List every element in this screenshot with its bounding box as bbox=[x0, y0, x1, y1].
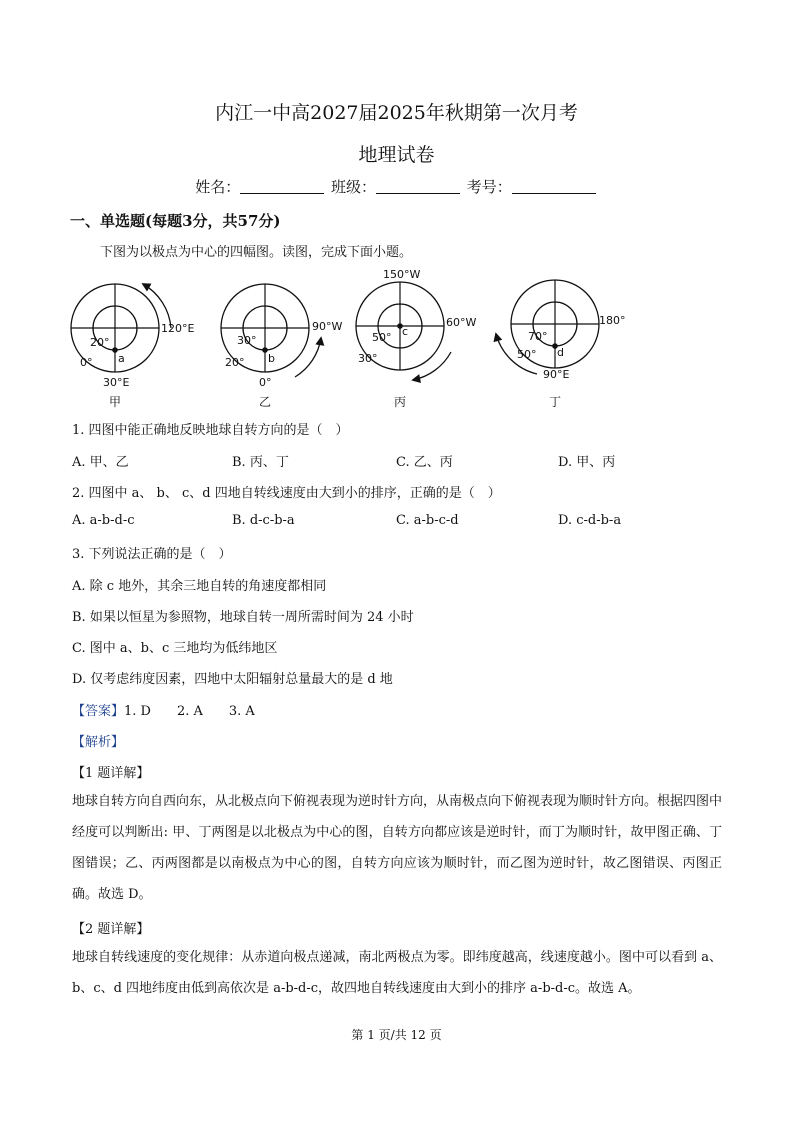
diagram-ding-label-2: 70° bbox=[528, 330, 548, 343]
diagram-bing-label-3: 30° bbox=[358, 352, 378, 365]
diagram-ding-caption: 丁 bbox=[549, 395, 562, 409]
student-info-row bbox=[0, 176, 793, 197]
diagram-jia bbox=[71, 284, 194, 409]
exam-no-label: 考号： bbox=[466, 178, 512, 196]
diagram-bing-label-5: 60°W bbox=[446, 316, 477, 329]
question-2-stem: 2. 四图中 a、 b、 c、d 四地自转线速度由大到小的排序，正确的是（ ） bbox=[72, 486, 501, 501]
diagram-yi bbox=[221, 284, 342, 409]
exam-subtitle: 地理试卷 bbox=[358, 144, 435, 166]
exam-no-blank[interactable] bbox=[512, 179, 596, 194]
analysis-label: 【解析】 bbox=[72, 735, 125, 750]
question-3-stem: 3. 下列说法正确的是（ ） bbox=[72, 547, 232, 562]
question-2-option-d[interactable]: D. c-d-b-a bbox=[558, 513, 622, 528]
question-2-option-c[interactable]: C. a-b-c-d bbox=[396, 513, 459, 528]
page-footer: 第 1 页/共 12 页 bbox=[351, 1028, 442, 1042]
diagram-yi-label-4: 90°W bbox=[312, 320, 343, 333]
diagram-jia-label-1: 20° bbox=[90, 336, 110, 349]
answer-label: 【答案】 bbox=[72, 704, 125, 719]
question-1-stem: 1. 四图中能正确地反映地球自转方向的是（ ） bbox=[72, 423, 349, 438]
diagram-yi-caption: 乙 bbox=[259, 395, 272, 409]
question-intro: 下图为以极点为中心的四幅图。读图，完成下面小题。 bbox=[100, 245, 413, 260]
question-3-option-c[interactable]: C. 图中 a、b、c 三地均为低纬地区 bbox=[72, 641, 278, 656]
diagram-bing-label-4: c bbox=[402, 325, 409, 338]
polar-diagrams bbox=[0, 262, 793, 432]
question-3-option-d[interactable]: D. 仅考虑纬度因素，四地中太阳辐射总量最大的是 d 地 bbox=[72, 672, 393, 687]
name-label: 姓名： bbox=[195, 178, 241, 196]
diagram-yi-label-5: 0° bbox=[259, 376, 272, 389]
diagram-bing-label-2: 50° bbox=[372, 331, 392, 344]
diagram-yi-label-1: 30° bbox=[237, 334, 257, 347]
question-1-option-a[interactable]: A. 甲、乙 bbox=[72, 455, 129, 470]
detail-1-text: 地球自转方向自西向东，从北极点向下俯视表现为逆时针方向，从南极点向下俯视表现为顺时针方向。根据四图中经度可以判断出: 甲、丁两图是以北极点为中心的图，自转方向都应该是逆时针，而丁为顺时针，故甲图正确、丁图错误；乙、丙两图都是以南极点为中心的图，自转方向应该为顺时针，而乙图为逆时针，故乙图错误、丙图正确。故选 D。 bbox=[72, 794, 723, 902]
question-1-option-d[interactable]: D. 甲、丙 bbox=[558, 455, 616, 470]
class-label: 班级： bbox=[330, 178, 376, 196]
diagram-ding-label-5: 90°E bbox=[543, 368, 570, 381]
diagram-ding-label-1: 180° bbox=[599, 314, 626, 327]
diagram-jia-caption: 甲 bbox=[109, 395, 122, 409]
diagram-bing bbox=[356, 268, 476, 409]
question-2-option-b[interactable]: B. d-c-b-a bbox=[232, 513, 295, 528]
answer-text: 1. D 2. A 3. A bbox=[124, 704, 255, 719]
answer-row bbox=[72, 700, 255, 719]
diagram-bing-caption: 丙 bbox=[394, 395, 407, 409]
diagram-jia-label-5: 30°E bbox=[103, 376, 130, 389]
diagram-ding bbox=[496, 280, 626, 409]
section-title: 一、单选题(每题3分，共57分) bbox=[70, 212, 281, 230]
detail-2-label: 【2 题详解】 bbox=[72, 922, 150, 937]
question-3-option-b[interactable]: B. 如果以恒星为参照物，地球自转一周所需时间为 24 小时 bbox=[72, 610, 414, 625]
detail-1-label: 【1 题详解】 bbox=[72, 766, 150, 781]
exam-title: 内江一中高2027届2025年秋期第一次月考 bbox=[215, 102, 578, 124]
question-3-option-a[interactable]: A. 除 c 地外，其余三地自转的角速度都相同 bbox=[72, 579, 327, 594]
diagram-jia-label-3: a bbox=[118, 352, 125, 365]
question-2-option-a[interactable]: A. a-b-d-c bbox=[72, 513, 135, 528]
class-blank[interactable] bbox=[376, 179, 460, 194]
diagram-ding-label-3: 50° bbox=[517, 348, 537, 361]
diagram-yi-label-2: 20° bbox=[225, 356, 245, 369]
name-blank[interactable] bbox=[240, 179, 324, 194]
question-1-option-b[interactable]: B. 丙、丁 bbox=[232, 455, 289, 470]
diagram-ding-label-4: d bbox=[557, 346, 564, 359]
detail-2-text: 地球自转线速度的变化规律：从赤道向极点递减，南北两极点为零。即纬度越高，线速度越小。图中可以看到 a、b、c、d 四地纬度由低到高依次是 a-b-d-c，故四地自转线速度由大到小的排序 a-b-d-c。故选 A。 bbox=[72, 950, 722, 996]
diagram-jia-label-2: 0° bbox=[80, 356, 93, 369]
question-1-option-c[interactable]: C. 乙、丙 bbox=[396, 455, 453, 470]
diagram-yi-label-3: b bbox=[268, 352, 275, 365]
diagram-bing-label-1: 150°W bbox=[383, 268, 421, 281]
diagram-jia-label-4: 120°E bbox=[161, 322, 195, 335]
